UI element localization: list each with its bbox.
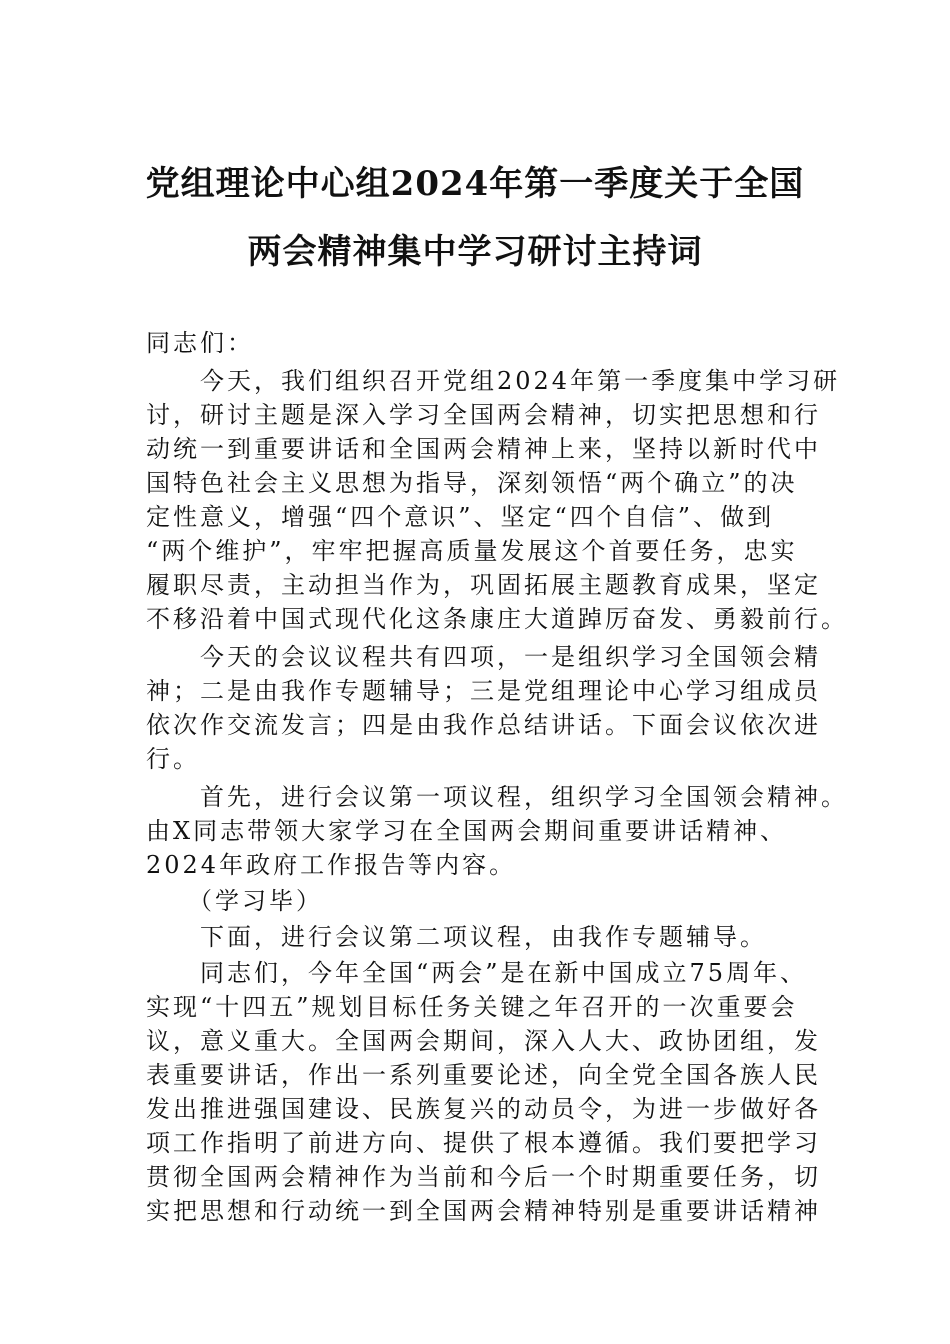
body-line: 实现“十四五”规划目标任务关键之年召开的一次重要会 (146, 993, 798, 1021)
body-line: 依次作交流发言；四是由我作总结讲话。下面会议依次进 (146, 711, 821, 739)
body-line: 不移沿着中国式现代化这条康庄大道踔厉奋发、勇毅前行。 (146, 605, 848, 633)
document-title-line-1: 党组理论中心组2024年第一季度关于全国 (145, 164, 805, 204)
body-line: 今天，我们组织召开党组2024年第一季度集中学习研 (146, 367, 841, 395)
body-line: 项工作指明了前进方向、提供了根本遵循。我们要把学习 (146, 1129, 821, 1157)
body-line: 同志们，今年全国“两会”是在新中国成立75周年、 (146, 959, 808, 987)
body-line: 神；二是由我作专题辅导；三是党组理论中心学习组成员 (146, 677, 821, 705)
body-line: 国特色社会主义思想为指导，深刻领悟“两个确立”的决 (146, 469, 798, 497)
body-line: 今天的会议议程共有四项，一是组织学习全国领会精 (146, 643, 821, 671)
body-line: “两个维护”，牢牢把握高质量发展这个首要任务，忠实 (146, 537, 798, 565)
body-line: 动统一到重要讲话和全国两会精神上来，坚持以新时代中 (146, 435, 821, 463)
document-title-line-2: 两会精神集中学习研讨主持词 (247, 232, 703, 272)
body-line: 由X同志带领大家学习在全国两会期间重要讲话精神、 (146, 817, 788, 845)
body-line: 表重要讲话，作出一系列重要论述，向全党全国各族人民 (146, 1061, 821, 1089)
body-line: 议，意义重大。全国两会期间，深入人大、政协团组，发 (146, 1027, 821, 1055)
body-line: 发出推进强国建设、民族复兴的动员令，为进一步做好各 (146, 1095, 821, 1123)
body-line: 实把思想和行动统一到全国两会精神特别是重要讲话精神 (146, 1197, 821, 1225)
salutation: 同志们： (146, 329, 254, 357)
body-line: 履职尽责，主动担当作为，巩固拓展主题教育成果，坚定 (146, 571, 821, 599)
body-line: （学习毕） (146, 887, 323, 915)
body-line: 下面，进行会议第二项议程，由我作专题辅导。 (146, 923, 767, 951)
body-line: 贯彻全国两会精神作为当前和今后一个时期重要任务，切 (146, 1163, 821, 1191)
body-line: 讨，研讨主题是深入学习全国两会精神，切实把思想和行 (146, 401, 821, 429)
body-line: 2024年政府工作报告等内容。 (146, 851, 517, 879)
body-line: 定性意义，增强“四个意识”、坚定“四个自信”、做到 (146, 503, 775, 531)
body-line: 首先，进行会议第一项议程，组织学习全国领会精神。 (146, 783, 848, 811)
body-line: 行。 (146, 745, 200, 773)
